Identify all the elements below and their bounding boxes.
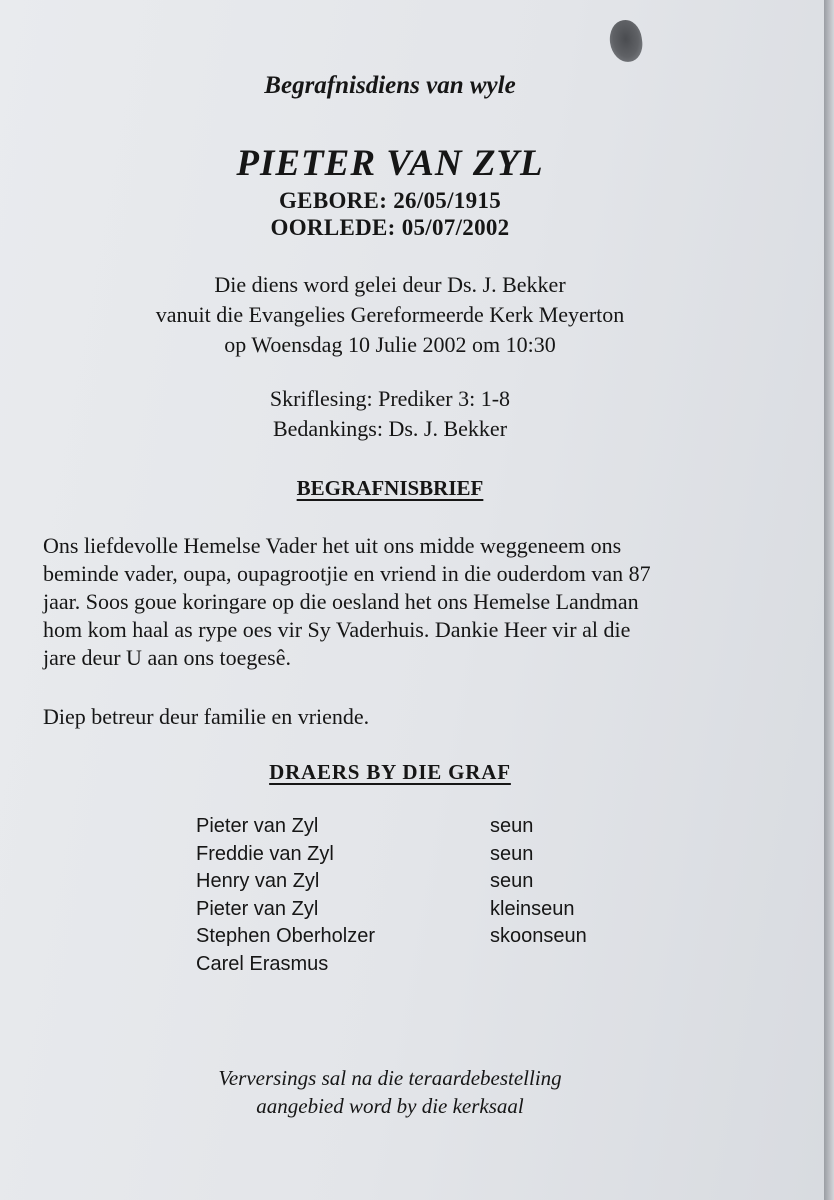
paper-edge-shadow xyxy=(824,0,834,1200)
letter-line: hom kom haal as rype oes vir Sy Vaderhuis. Dankie Heer vir al die xyxy=(43,617,631,642)
bearer-name: Pieter van Zyl xyxy=(196,815,319,837)
thanks-line: Bedankings: Ds. J. Bekker xyxy=(272,416,508,441)
scripture-reading: Skriflesing: Prediker 3: 1-8 xyxy=(269,386,511,411)
bearer-name: Carel Erasmus xyxy=(196,952,329,975)
bearer-row xyxy=(196,925,616,953)
bearer-row xyxy=(196,815,616,843)
letter-line: jare deur U aan ons toegesê. xyxy=(43,645,292,670)
service-officiant: Die diens word gelei deur Ds. J. Bekker xyxy=(214,272,566,297)
bearer-relation: seun xyxy=(490,870,534,892)
letter-heading: BEGRAFNISBRIEF xyxy=(296,476,484,500)
service-venue: vanuit die Evangelies Gereformeerde Kerk Meyerton xyxy=(155,302,625,327)
letter-line: jaar. Soos goue koringare op die oesland het ons Hemelse Landman xyxy=(43,589,639,614)
bearer-row xyxy=(196,843,616,871)
bearers-list xyxy=(196,815,616,980)
born-label: GEBORE: xyxy=(278,188,388,213)
refreshments-line-2: aangebied word by die kerksaal xyxy=(256,1094,524,1118)
bearer-relation: seun xyxy=(490,842,534,865)
bearer-row xyxy=(196,898,616,926)
service-datetime: op Woensdag 10 Julie 2002 om 10:30 xyxy=(224,332,556,357)
bearer-name: Freddie van Zyl xyxy=(196,842,334,865)
bearer-row xyxy=(196,870,616,898)
refreshments-line-1: Verversings sal na die teraardebestelling xyxy=(218,1066,562,1090)
death-date-line xyxy=(0,215,780,241)
bearer-relation: skoonseun xyxy=(490,925,587,947)
punch-hole xyxy=(607,18,645,64)
bearer-name: Pieter van Zyl xyxy=(196,897,319,920)
died-label: OORLEDE: xyxy=(270,215,396,240)
bearer-name: Henry van Zyl xyxy=(196,870,320,892)
bearers-heading: DRAERS BY DIE GRAF xyxy=(269,760,511,784)
bearer-name: Stephen Oberholzer xyxy=(196,925,376,947)
deceased-name: PIETER VAN ZYL xyxy=(236,143,544,184)
program-subtitle: Begrafnisdiens van wyle xyxy=(264,72,516,99)
bearer-relation: seun xyxy=(490,815,534,837)
letter-text xyxy=(43,532,738,672)
died-date: 05/07/2002 xyxy=(401,215,510,240)
letter-line: beminde vader, oupa, oupagrootjie en vriend in die ouderdom van 87 xyxy=(43,561,651,586)
born-date: 26/05/1915 xyxy=(393,188,501,213)
birth-date-line xyxy=(0,188,780,214)
mourned-line: Diep betreur deur familie en vriende. xyxy=(43,704,370,729)
bearer-relation: kleinseun xyxy=(490,897,575,920)
bearer-row xyxy=(196,953,616,981)
letter-line: Ons liefdevolle Hemelse Vader het uit ons midde weggeneem ons xyxy=(43,533,622,558)
